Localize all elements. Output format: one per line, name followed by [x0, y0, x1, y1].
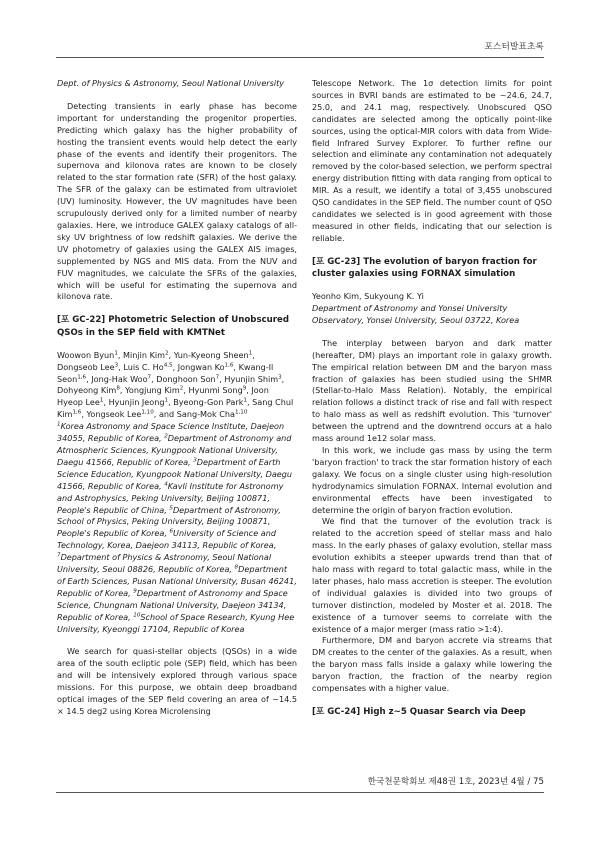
author-affil-mark: 4,5	[163, 361, 173, 368]
affil-text: Department of Physics & Astronomy, Seoul National University, Seoul 08826, Republic of Korea,	[57, 552, 272, 575]
right-column	[312, 78, 552, 718]
affil-mark: 3	[193, 457, 197, 464]
author-name: , Byeong-Gon Park	[168, 397, 244, 408]
affil-text: University of Science and Technology, Korea, Daejeon 34113, Republic of Korea,	[57, 528, 277, 551]
gc22-title: [포 GC-22] Photometric Selection of Unobscured QSOs in the SEP field with KMTNet	[57, 315, 290, 338]
author-name: , Dongseob Lee	[57, 349, 255, 372]
author-name: , and Sang-Mok Cha	[153, 409, 235, 420]
gc22-paragraph: We search for quasi-stellar objects (QSOs) in a wide area of the south ecliptic pole (SEP) field, which has been and will be intensively explored through various space missions. For this purpose, we obtain deep broadband optical images of the SEP field covering an area of ~14.5 × 14.5 deg2 using Korea Microlensing	[57, 646, 297, 716]
gc23-paragraph-2: In this work, we include gas mass by using the term 'baryon fraction' to track the star formation history of each galaxy. We focus on a single cluster using high-resolution hydrodynamics simulation FORNAX. Internal evolution and environmental effects have been investigated to determine the origin of baryon fraction evolution.	[312, 444, 552, 515]
author-name: , Hyunjin Jeong	[103, 397, 165, 408]
affil-mark: 6	[169, 528, 174, 535]
author-name: , Yongseok Lee	[81, 409, 142, 420]
author-name: , Minjin Kim	[117, 349, 166, 360]
gc23-affiliation: Department of Astronomy and Yonsei University Observatory, Yonsei University, Seoul 03722, Korea	[312, 303, 520, 325]
gc22-affiliations	[57, 421, 297, 635]
author-affil-mark: 8	[116, 385, 120, 392]
author-affil-mark: 9	[242, 385, 247, 392]
author-affil-mark: 3	[114, 361, 119, 368]
affil-text: Department of Astronomy and Atmospheric Sciences, Kyungpook National University, Daegu 41566, Republic of Korea,	[57, 433, 292, 467]
affil-mark: 10	[133, 611, 141, 618]
affil-mark: 8	[234, 564, 239, 571]
affil-text: Korea Astronomy and Space Science Institute, Daejeon 34055, Republic of Korea,	[57, 421, 285, 444]
affil-mark: 4	[164, 481, 168, 487]
author-affil-mark: 2	[165, 350, 169, 357]
gc22-paragraph-cont: Telescope Network. The 1σ detection limits for point sources in BVRI bands are estimated to be ~24.6, 24.7, 25.0, and 24.1 mag, respectively. Unobscured QSO candidates are selected among the optically point-like sources, using the optical-MIR colors with data from Wide-field Infrared Survey Explorer. To further refine our selection and eliminate any contamination not adequately removed by the color-based selection, we perform spectral energy distribution fitting with data ranging from optical to MIR. As a result, we identify a total of 3,455 unobscured QSO candidates in the SEP field. The number count of QSO candidates we selected is in good agreement with those measured in other fields, indicating that our selection is reliable.	[312, 78, 552, 243]
author-name: , Luis C. Ho	[118, 361, 164, 372]
affil-mark: 9	[133, 588, 137, 595]
footer-text: 한국천문학회보 제48권 1호, 2023년 4월 / 75	[367, 777, 544, 787]
author-name: , Joon Hyeop Lee	[57, 385, 269, 408]
author-name: , Dohyeong Kim	[57, 373, 285, 396]
gc23-paragraph-4: Furthermore, DM and baryon accrete via streams that DM creates to the center of the galaxies. As a result, when the baryon mass falls inside a galaxy while lowering the baryon fraction, the fraction of the nearby region compensates with a higher value.	[312, 635, 552, 694]
author-name: , Yongjung Kim	[119, 385, 180, 396]
author-affil-mark: 2	[179, 385, 184, 392]
author-name: , Jongwan Ko	[172, 361, 225, 372]
author-name: , Jong-Hak Woo	[86, 373, 148, 384]
affil-mark: 7	[57, 552, 61, 559]
footer-rule	[56, 792, 544, 793]
gc23-title: [포 GC-23] The evolution of baryon fraction for cluster galaxies using FORNAX simulation	[312, 256, 537, 279]
affil-mark: 1	[57, 421, 61, 428]
author-affil-mark: 1,10	[234, 409, 248, 416]
author-name: , Yun-Kyeong Sheen	[168, 349, 249, 360]
author-affil-mark: 1,6	[72, 409, 82, 416]
author-name: , Hyunmi Song	[183, 385, 243, 396]
header-label: 포스터발표초록	[484, 42, 544, 52]
author-name: , Kwang-Il Seon	[57, 361, 274, 384]
author-affil-mark: 1,10	[141, 409, 154, 416]
gc23-authors: Yeonho Kim, Sukyoung K. Yi	[312, 291, 424, 302]
author-name: Woowon Byun	[57, 349, 115, 360]
author-affil-mark: 7	[147, 373, 152, 380]
author-affil-mark: 1	[114, 350, 118, 357]
author-affil-mark: 1	[243, 397, 247, 404]
affil-text: Department of Astronomy and Space Science, Chungnam National University, Daejeon 34134, Republic of Korea,	[57, 587, 288, 622]
affil-mark: 5	[169, 504, 173, 511]
author-name: , Sang Chul Kim	[57, 397, 294, 420]
affil-text: Department of Earth Sciences, Pusan National University, Busan 46241, Republic of Korea,	[57, 564, 297, 598]
author-affil-mark: 1	[248, 350, 253, 357]
gc23-paragraph-1: The interplay between baryon and dark matter (hereafter, DM) plays an important role in galaxy growth. The empirical relation between DM and the baryon mass fraction of galaxies has been studied using the SHMR (Stellar-to-Halo Mass Relation). Notably, the empirical relation follows a distinct track of rise and fall with respect to halo mass as well as redshift evolution. This 'turnover' between the uptrend and the downtrend occurs at a halo mass around 1e12 solar mass.	[312, 337, 552, 444]
author-name: , Donghoon Son	[151, 373, 216, 384]
author-affil-mark: 7	[215, 373, 220, 380]
author-affil-mark: 3	[278, 373, 282, 380]
author-name: , Hyunjin Shim	[219, 373, 279, 384]
left-column	[57, 78, 297, 718]
author-affil-mark: 1	[99, 397, 104, 404]
author-affil-mark: 1	[164, 397, 169, 404]
author-affil-mark: 1,6	[224, 361, 234, 368]
gc24-title: [포 GC-24] High z~5 Quasar Search via Deep	[312, 707, 526, 717]
abstract-paragraph: Detecting transients in early phase has become important for understanding the progenitor properties. Predicting which galaxy has the higher probability of hosting the transient events would help detect the early phase of the events and identify their progenitors. The supernova and kilonova rates are known to be closely related to the star formation rate (SFR) of the host galaxy. The SFR of the galaxy can be estimated from ultraviolet (UV) luminosity. However, the UV magnitudes have been scrupulously derived only for a limited number of nearby galaxies. Here, we introduce GALEX galaxy catalogs of all-sky UV brightness of low redshift galaxies. We derive the UV photometry of galaxies using the GALEX AIS images, supplemented by NGS and MIS data. From the NUV and FUV magnitudes, we calculate the SFRs of the galaxies, which will be useful for estimating the supernova and kilonova rate.	[57, 100, 297, 302]
top-affiliation: Dept. of Physics & Astronomy, Seoul National University	[57, 78, 285, 88]
affil-text: Department of Earth Science Education, Kyungpook National University, Daegu 41566, Republic of Korea,	[57, 456, 293, 491]
affil-text: Department of Astronomy, School of Physics, Peking University, Beijing 100871, People's Republic of Korea,	[57, 504, 281, 539]
header-rule	[56, 57, 544, 58]
author-affil-mark: 1,6	[77, 373, 87, 380]
gc23-paragraph-3: We find that the turnover of the evolution track is related to the accretion speed of stellar mass and halo mass. In the early phases of galaxy evolution, stellar mass evolution exhibits a steeper upwards trend than that of halo mass with regard to total galactic mass, while in the later phases, halo mass accretion is steeper. The evolution of individual galaxies is divided into two groups of turnover distinction, modeled by Moster et al. 2018. The existence of a turnover seems to correlate with the existence of a major merger (mass ratio >1:4).	[312, 516, 552, 634]
affil-text: Kavli Institute for Astronomy and Astrophysics, Peking University, Beijing 100871, People's Republic of China,	[57, 480, 284, 515]
affil-text: School of Space Research, Kyung Hee University, Kyeonggi 17104, Republic of Korea	[57, 611, 295, 634]
affil-mark: 2	[164, 433, 168, 440]
gc22-authors	[57, 350, 297, 421]
